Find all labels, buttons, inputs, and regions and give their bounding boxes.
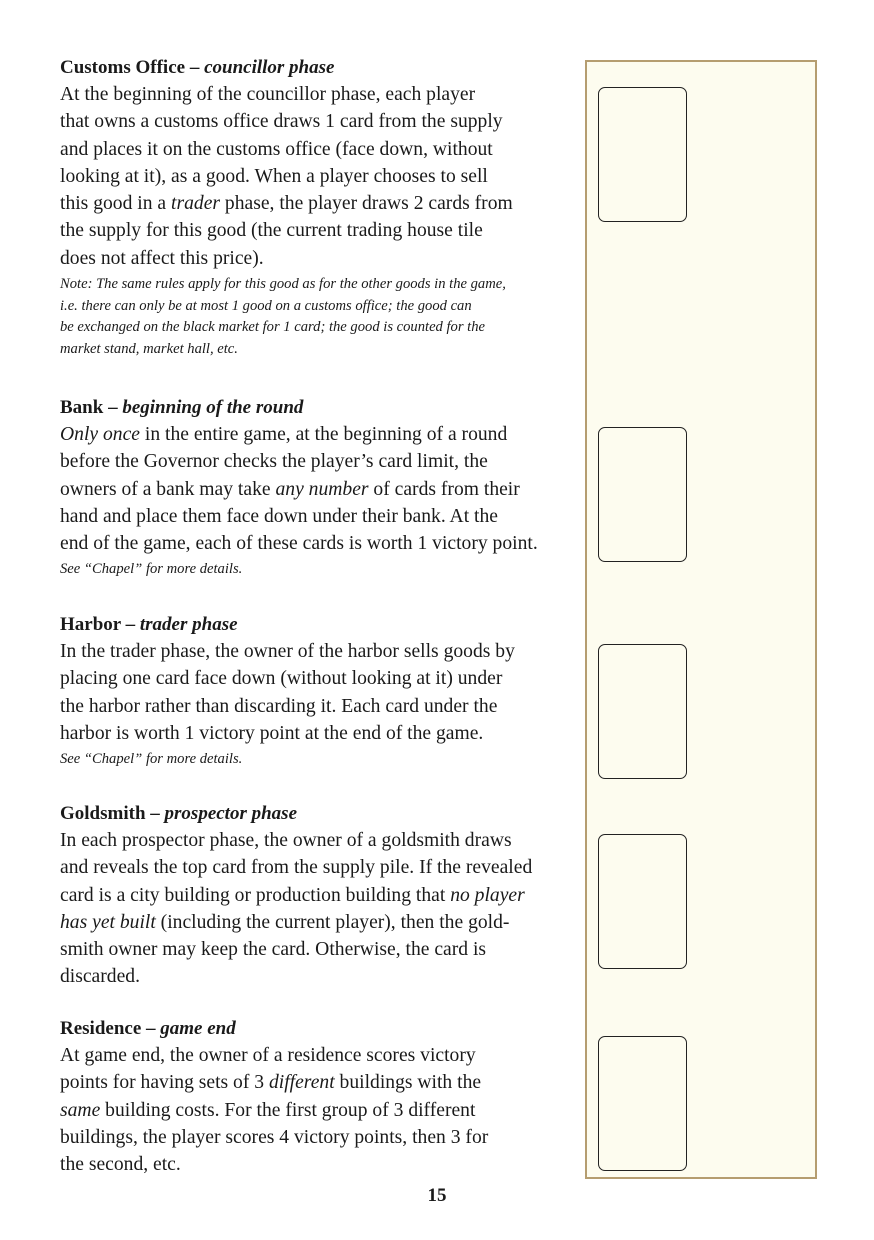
body-text: this good in a [60,193,172,215]
section-body [60,421,580,557]
body-line [60,503,580,530]
note-line: Note: The same rules apply for this good as for the other goods in the game, [60,276,506,293]
section-note [60,749,580,771]
note-line: See “Chapel” for more details. [60,751,243,768]
body-text: end of the game, each of these cards is worth 1 victory point. [60,533,538,555]
emphasis-text: has yet built [60,911,156,933]
phase-label: game end [160,1018,236,1039]
body-line [60,476,580,503]
card-slot-bank [598,427,687,562]
body-line [60,217,580,244]
body-line [60,136,580,163]
emphasis-text: no player [450,884,525,906]
body-text: In each prospector phase, the owner of a goldsmith draws [60,830,512,851]
body-text: In the trader phase, the owner of the harbor sells goods by [60,641,515,662]
body-line [60,1124,580,1151]
emphasis-text: trader [171,193,221,215]
body-text: (including the current player), then the gold- [155,911,510,933]
body-line [60,81,580,108]
body-text: discarded. [60,966,140,988]
body-text: At the beginning of the councillor phase, each player [60,84,476,105]
body-line [60,1097,580,1124]
section-bank [60,395,580,581]
body-text: and reveals the top card from the supply pile. If the revealed [60,857,533,879]
emphasis-text: different [268,1072,335,1094]
body-text: and places it on the customs office (face down, without [60,138,493,160]
building-name: Harbor [60,614,121,635]
body-text: buildings with the [334,1072,482,1094]
building-name: Residence [60,1018,142,1039]
section-body [60,81,580,272]
body-line [60,854,580,881]
heading-dash: – [146,1018,156,1039]
card-slot-residence [598,1036,687,1171]
building-name: Customs Office [60,57,186,78]
body-line [60,530,580,557]
body-text: phase, the player draws 2 cards from [220,193,513,215]
body-text: card is a city building or production building that [60,884,451,906]
body-text: the harbor rather than discarding it. Each card under the [60,695,498,717]
section-body [60,638,580,747]
section-residence [60,1016,580,1178]
section-heading [60,612,580,638]
phase-label: prospector phase [164,803,298,824]
body-text: of cards from their [368,478,520,500]
body-line [60,882,580,909]
body-line [60,693,580,720]
section-body [60,827,580,991]
body-text: building costs. For the first group of 3 different [100,1099,476,1121]
heading-dash: – [108,397,118,418]
heading-dash: – [125,614,136,635]
emphasis-text: Only once [60,424,140,445]
body-line [60,720,580,747]
body-text: hand and place them face down under their bank. At the [60,505,498,527]
body-text: the supply for this good (the current trading house tile [60,220,483,242]
card-slot-goldsmith [598,834,687,969]
section-heading [60,801,580,827]
body-line [60,108,580,135]
phase-label: beginning of the round [122,397,304,418]
body-line [60,190,580,217]
body-line [60,163,580,190]
section-heading [60,395,580,421]
body-line [60,1151,580,1178]
note-line: See “Chapel” for more details. [60,561,243,578]
body-line [60,638,580,665]
section-body [60,1042,580,1178]
body-text: the second, etc. [60,1154,181,1176]
body-text: harbor is worth 1 victory point at the end of the game. [60,722,484,744]
note-line: i.e. there can only be at most 1 good on a customs office; the good can [60,297,472,314]
section-harbor [60,612,580,771]
note-line: be exchanged on the black market for 1 card; the good is counted for the [60,319,485,336]
body-line [60,909,580,936]
body-text: looking at it), as a good. When a player chooses to sell [60,165,488,187]
building-name: Goldsmith [60,803,146,824]
section-goldsmith [60,801,580,991]
card-placement-sidebar [585,60,817,1179]
heading-dash: – [189,57,200,78]
building-name: Bank [60,397,104,418]
body-line [60,665,580,692]
heading-dash: – [150,803,160,824]
phase-label: trader phase [139,614,238,635]
section-heading [60,55,580,81]
body-text: smith owner may keep the card. Otherwise, the card is [60,939,487,961]
note-line: market stand, market hall, etc. [60,340,238,357]
body-line [60,448,580,475]
body-line [60,936,580,963]
page-number: 15 [427,1185,447,1206]
card-slot-harbor [598,644,687,779]
body-text: At game end, the owner of a residence scores victory [60,1045,476,1066]
body-line [60,963,580,990]
emphasis-text: same [60,1099,101,1121]
body-text: owners of a bank may take [60,478,276,500]
body-text: that owns a customs office draws 1 card from the supply [60,111,503,133]
section-customs-office [60,55,580,360]
phase-label: councillor phase [204,57,335,78]
emphasis-text: any number [275,478,369,500]
section-note [60,559,580,581]
section-heading [60,1016,580,1042]
body-line [60,827,580,854]
body-line [60,1069,580,1096]
body-text: does not affect this price). [60,247,264,269]
body-line [60,1042,580,1069]
section-note [60,274,580,360]
body-text: before the Governor checks the player’s card limit, the [60,451,488,473]
body-line [60,245,580,272]
body-text: in the entire game, at the beginning of a round [139,424,508,445]
card-slot-customs-office [598,87,687,222]
body-text: placing one card face down (without looking at it) under [60,668,503,690]
body-text: points for having sets of 3 [60,1072,269,1094]
body-text: buildings, the player scores 4 victory points, then 3 for [60,1126,489,1148]
body-line [60,421,580,448]
